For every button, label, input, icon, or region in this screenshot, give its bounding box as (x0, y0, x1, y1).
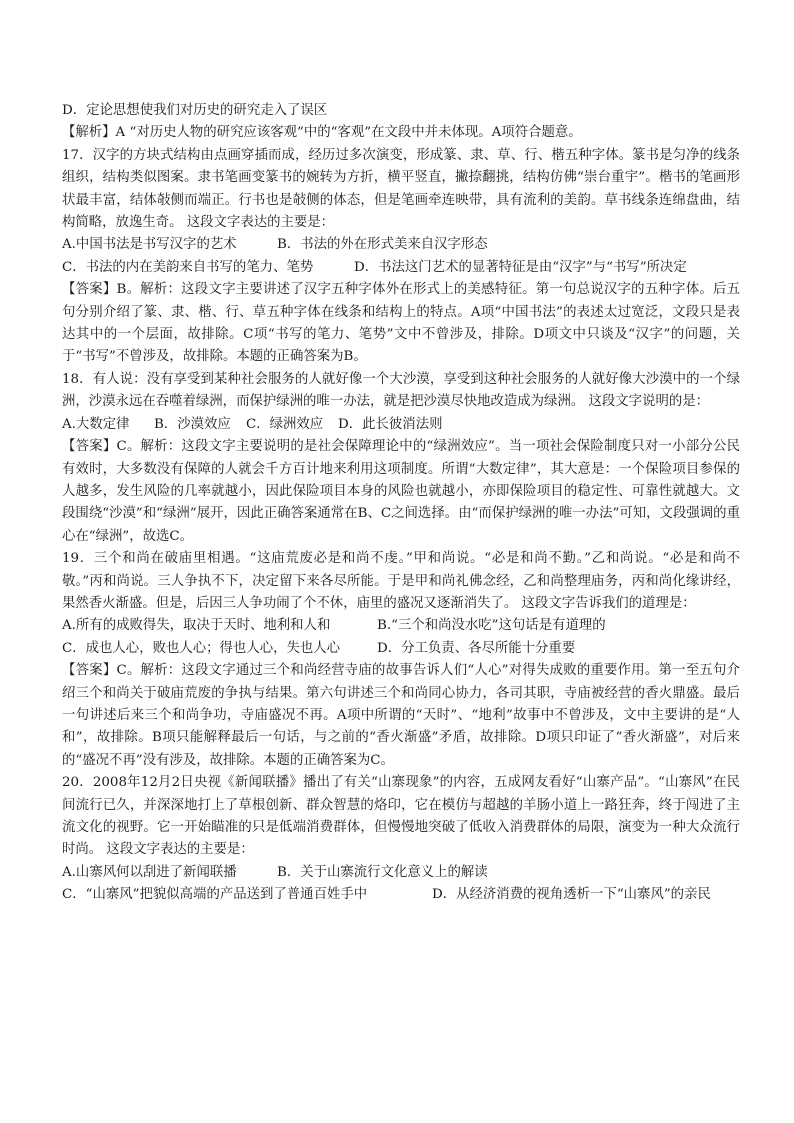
answer-18: 【答案】C。解析：这段文字主要说明的是社会保障理论中的“绿洲效应”。当一项社会保险制度只对一小部分公民有效时，大多数没有保障的人就会千方百计地来利用这项制度。所谓“大数定律”，其大意是：一个保险项目参保的人越多，发生风险的几率就越小，因此保险项目本身的风险也就越小，亦即保险项目的稳定性、可靠性就越大。文段围绕“沙漠”和“绿洲”展开，因此正确答案通常在B、C之间选择。由“而保护绿洲的唯一办法”可知，文段强调的重心在“绿洲”，故选C。 (62, 439, 740, 544)
q20-option-b: B．关于山寨流行文化意义上的解读 (277, 864, 488, 880)
question-19-options-row-1 (62, 615, 740, 637)
analysis-previous: 【解析】A “对历史人物的研究应该客观”中的“客观”在文段中并未体现。A项符合题意。 (62, 125, 582, 141)
q20-option-d: D．从经济消费的视角透析一下“山寨风”的亲民 (432, 887, 711, 903)
option-d-previous: D．定论思想使我们对历史的研究走入了误区 (62, 103, 328, 118)
answer-17: 【答案】B。解析：这段文字主要讲述了汉字五种字体外在形式上的美感特征。第一句总说汉字的五种字体。后五句分别介绍了篆、隶、楷、行、草五种字体在线条和结构上的特点。A项“中国书法”的表述太过宽泛，文段只是表达其中的一个层面，故排除。C项“书写的笔力、笔势”文中不曾涉及，排除。D项文中只谈及“汉字”的问题，关于“书写”不曾涉及，故排除。本题的正确答案为B。 (62, 282, 740, 365)
question-20-options-row-2 (62, 884, 740, 906)
answer-19: 【答案】C。解析：这段文字通过三个和尚经营寺庙的故事告诉人们“人心”对得失成败的重要作用。第一至五句介绍三个和尚关于破庙荒废的争执与结果。第六句讲述三个和尚同心协力，各司其职，寺庙被经营的香火鼎盛。最后一句讲述后来三个和尚争功，寺庙盛况不再。A项中所谓的“天时”、“地利”故事中不曾涉及，文中主要讲的是“人和”，故排除。B项只能解释最后一句话，与之前的“香火渐盛”矛盾，故排除。D项只印证了“香火渐盛”，对后来的“盛况不再”没有涉及，故排除。本题的正确答案为C。 (62, 663, 740, 768)
q19-option-a: A.所有的成败得失，取决于天时、地利和人和 (62, 618, 331, 634)
q18-option-c: C．绿洲效应 (246, 416, 324, 432)
question-17: 17．汉字的方块式结构由点画穿插而成，经历过多次演变，形成篆、隶、草、行、楷五种字体。篆书是匀净的线条组织，结构类似图案。隶书笔画变篆书的婉转为方折，横平竖直，撇捺翻挑，结构仿佛“崇台重宇”。楷书的笔画形状最丰富，结体敧侧而端正。行书也是敧侧的体态，但是笔画牵连映带，具有流利的美韵。草书线条连绵盘曲，结构简略，放逸生奇。 这段文字表达的主要是： (62, 147, 740, 231)
question-19: 19．三个和尚在破庙里相遇。“这庙荒废必是和尚不虔。”甲和尚说。“必是和尚不勤。”乙和尚说。“必是和尚不敬。”丙和尚说。三人争执不下，决定留下来各尽所能。于是甲和尚礼佛念经，乙和尚整理庙务，丙和尚化缘讲经，果然香火渐盛。但是，后因三人争功闹了个不休，庙里的盛况又逐渐消失了。 这段文字告诉我们的道理是： (62, 551, 740, 611)
q17-option-a: A.中国书法是书写汉字的艺术 (62, 237, 237, 253)
q19-option-b: B.“三个和尚没水吃”这句话是有道理的 (377, 618, 606, 634)
question-19-options-row-2 (62, 638, 740, 660)
question-18-options (62, 414, 740, 436)
q18-option-d: D．此长彼消法则 (338, 416, 443, 432)
question-17-options-row-2 (62, 257, 740, 279)
q17-option-b: B．书法的外在形式美来自汉字形态 (277, 237, 488, 253)
question-17-options-row-1 (62, 234, 740, 256)
question-20: 20．2008年12月2日央视《新闻联播》播出了有关“山寨现象”的内容，五成网友看好“山寨产品”。“山寨风”在民间流行已久，并深深地打上了草根创新、群众智慧的烙印，它在模仿与超越的羊肠小道上一路狂奔，终于闯进了主流文化的视野。它一开始瞄准的只是低端消费群体，但慢慢地突破了低收入消费群体的局限，演变为一种大众流行时尚。 这段文字表达的主要是： (62, 775, 740, 858)
q20-option-c: C．“山寨风”把貌似高端的产品送到了普通百姓手中 (62, 887, 368, 903)
q17-option-c: C．书法的内在美韵来自书写的笔力、笔势 (62, 259, 314, 275)
q19-option-c: C．成也人心，败也人心；得也人心，失也人心 (62, 640, 341, 656)
q20-option-a: A.山寨风何以刮进了新闻联播 (62, 864, 237, 880)
question-20-options-row-1 (62, 862, 740, 884)
document-page (62, 100, 740, 907)
q17-option-d: D．书法这门艺术的显著特征是由“汉字”与“书写”所决定 (354, 259, 687, 275)
q19-option-d: D．分工负责、各尽所能十分重要 (377, 640, 576, 656)
q18-option-b: B．沙漠效应 (154, 416, 231, 432)
q18-option-a: A.大数定律 (62, 416, 130, 432)
question-18: 18．有人说：没有享受到某种社会服务的人就好像一个大沙漠，享受到这种社会服务的人就好像大沙漠中的一个绿洲，沙漠永远在吞噬着绿洲，而保护绿洲的唯一办法，就是把沙漠尽快地改造成为绿洲。 这段文字说明的是： (62, 371, 740, 410)
